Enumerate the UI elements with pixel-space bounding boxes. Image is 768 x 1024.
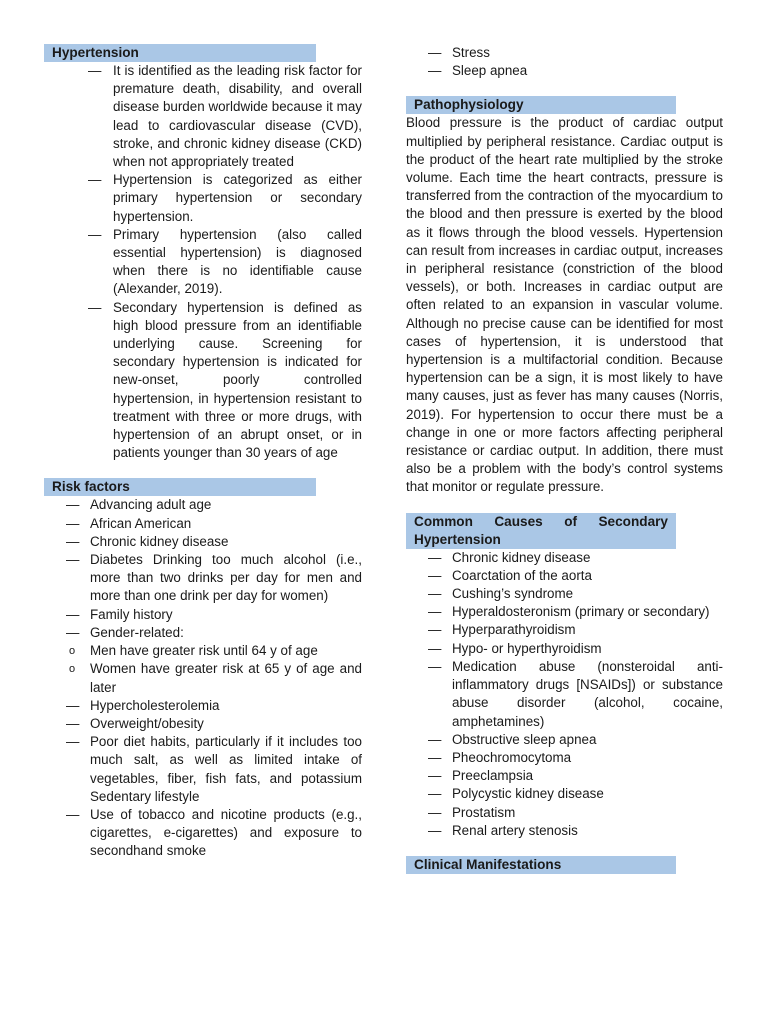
list-item: — Chronic kidney disease — [44, 533, 362, 551]
left-column — [44, 44, 362, 861]
list-item: — Overweight/obesity — [44, 715, 362, 733]
list-item: — Hypo- or hyperthyroidism — [406, 640, 723, 658]
sub-list-item: o Women have greater risk at 65 y of age and later — [44, 660, 362, 696]
section-heading-pathophysiology: Pathophysiology — [406, 96, 676, 114]
risk-factors-list — [44, 496, 362, 642]
risk-factors-list-column-two — [406, 44, 723, 80]
list-item: — Hyperparathyroidism — [406, 621, 723, 639]
section-heading-clinical-manifestations: Clinical Manifestations — [406, 856, 676, 874]
list-item: — Hypertension is categorized as either primary hypertension or secondary hypertension. — [44, 171, 362, 226]
list-item: — Preeclampsia — [406, 767, 723, 785]
list-item: — Poor diet habits, particularly if it includes too much salt, as well as limited intake of vegetables, fiber, fish fats, and potassium Sedentary lifestyle — [44, 733, 362, 806]
list-item: — Sleep apnea — [406, 62, 723, 80]
list-item: — Renal artery stenosis — [406, 822, 723, 840]
list-item: — Medication abuse (nonsteroidal anti-inflammatory drugs [NSAIDs]) or substance abuse disorder (alcohol, cocaine, amphetamines) — [406, 658, 723, 731]
gender-sublist — [44, 642, 362, 697]
sub-list-item: o Men have greater risk until 64 y of age — [44, 642, 362, 660]
pathophysiology-paragraph: Blood pressure is the product of cardiac output multiplied by peripheral resistance. Cardiac output is the product of the heart rate multiplied by the stroke volume. Each time the heart contracts, pressure is transferred from the contraction of the myocardium to the blood and then pressure is exerted by the blood as it flows through the blood vessels. Hypertension can result from increases in cardiac output, increases in peripheral resistance (constriction of the blood vessels), or both. Increases in cardiac output are often related to an expansion in vascular volume. Although no precise cause can be identified for most cases of hypertension, it is understood that hypertension is a multifactorial condition. Because hypertension can be a sign, it is most likely to have many causes, just as fever has many causes (Norris, 2019). For hypertension to occur there must be a change in one or more factors affecting peripheral resistance or cardiac output. In addition, there must also be a problem with the body’s control systems that monitor or regulate pressure. — [406, 115, 723, 495]
list-item: — Advancing adult age — [44, 496, 362, 514]
list-item: — Polycystic kidney disease — [406, 785, 723, 803]
list-item: — Family history — [44, 606, 362, 624]
list-item: — Cushing’s syndrome — [406, 585, 723, 603]
list-item: — Hyperaldosteronism (primary or secondary) — [406, 603, 723, 621]
risk-factors-list-continued — [44, 697, 362, 861]
list-item: — Pheochromocytoma — [406, 749, 723, 767]
list-item: — Hypercholesterolemia — [44, 697, 362, 715]
section-heading-secondary-causes: Common Causes of Secondary Hypertension — [406, 513, 676, 549]
list-item: — Use of tobacco and nicotine products (e.g., cigarettes, e-cigarettes) and exposure to secondhand smoke — [44, 806, 362, 861]
list-item: — Diabetes Drinking too much alcohol (i.e., more than two drinks per day for men and more than one drink per day for women) — [44, 551, 362, 606]
hypertension-list — [44, 62, 362, 462]
list-item: — Coarctation of the aorta — [406, 567, 723, 585]
list-item: — Chronic kidney disease — [406, 549, 723, 567]
list-item: — Prostatism — [406, 804, 723, 822]
right-column — [406, 44, 723, 874]
list-item: — Primary hypertension (also called essential hypertension) is diagnosed when there is no identifiable cause (Alexander, 2019). — [44, 226, 362, 299]
list-item: — Stress — [406, 44, 723, 62]
list-item: — Gender-related: — [44, 624, 362, 642]
list-item: — It is identified as the leading risk factor for premature death, disability, and overall disease burden worldwide because it may lead to cardiovascular disease (CVD), stroke, and chronic kidney disease (CKD) when not appropriately treated — [44, 62, 362, 171]
list-item: — Obstructive sleep apnea — [406, 731, 723, 749]
secondary-causes-list — [406, 549, 723, 840]
section-heading-hypertension: Hypertension — [44, 44, 316, 62]
list-item: — African American — [44, 515, 362, 533]
section-heading-risk-factors: Risk factors — [44, 478, 316, 496]
list-item: — Secondary hypertension is defined as high blood pressure from an identifiable underlying cause. Screening for secondary hypertension is indicated for new-onset, poorly controlled hypertension, in hypertension resistant to treatment with three or more drugs, with hypertension of an abrupt onset, or in patients younger than 30 years of age — [44, 299, 362, 463]
